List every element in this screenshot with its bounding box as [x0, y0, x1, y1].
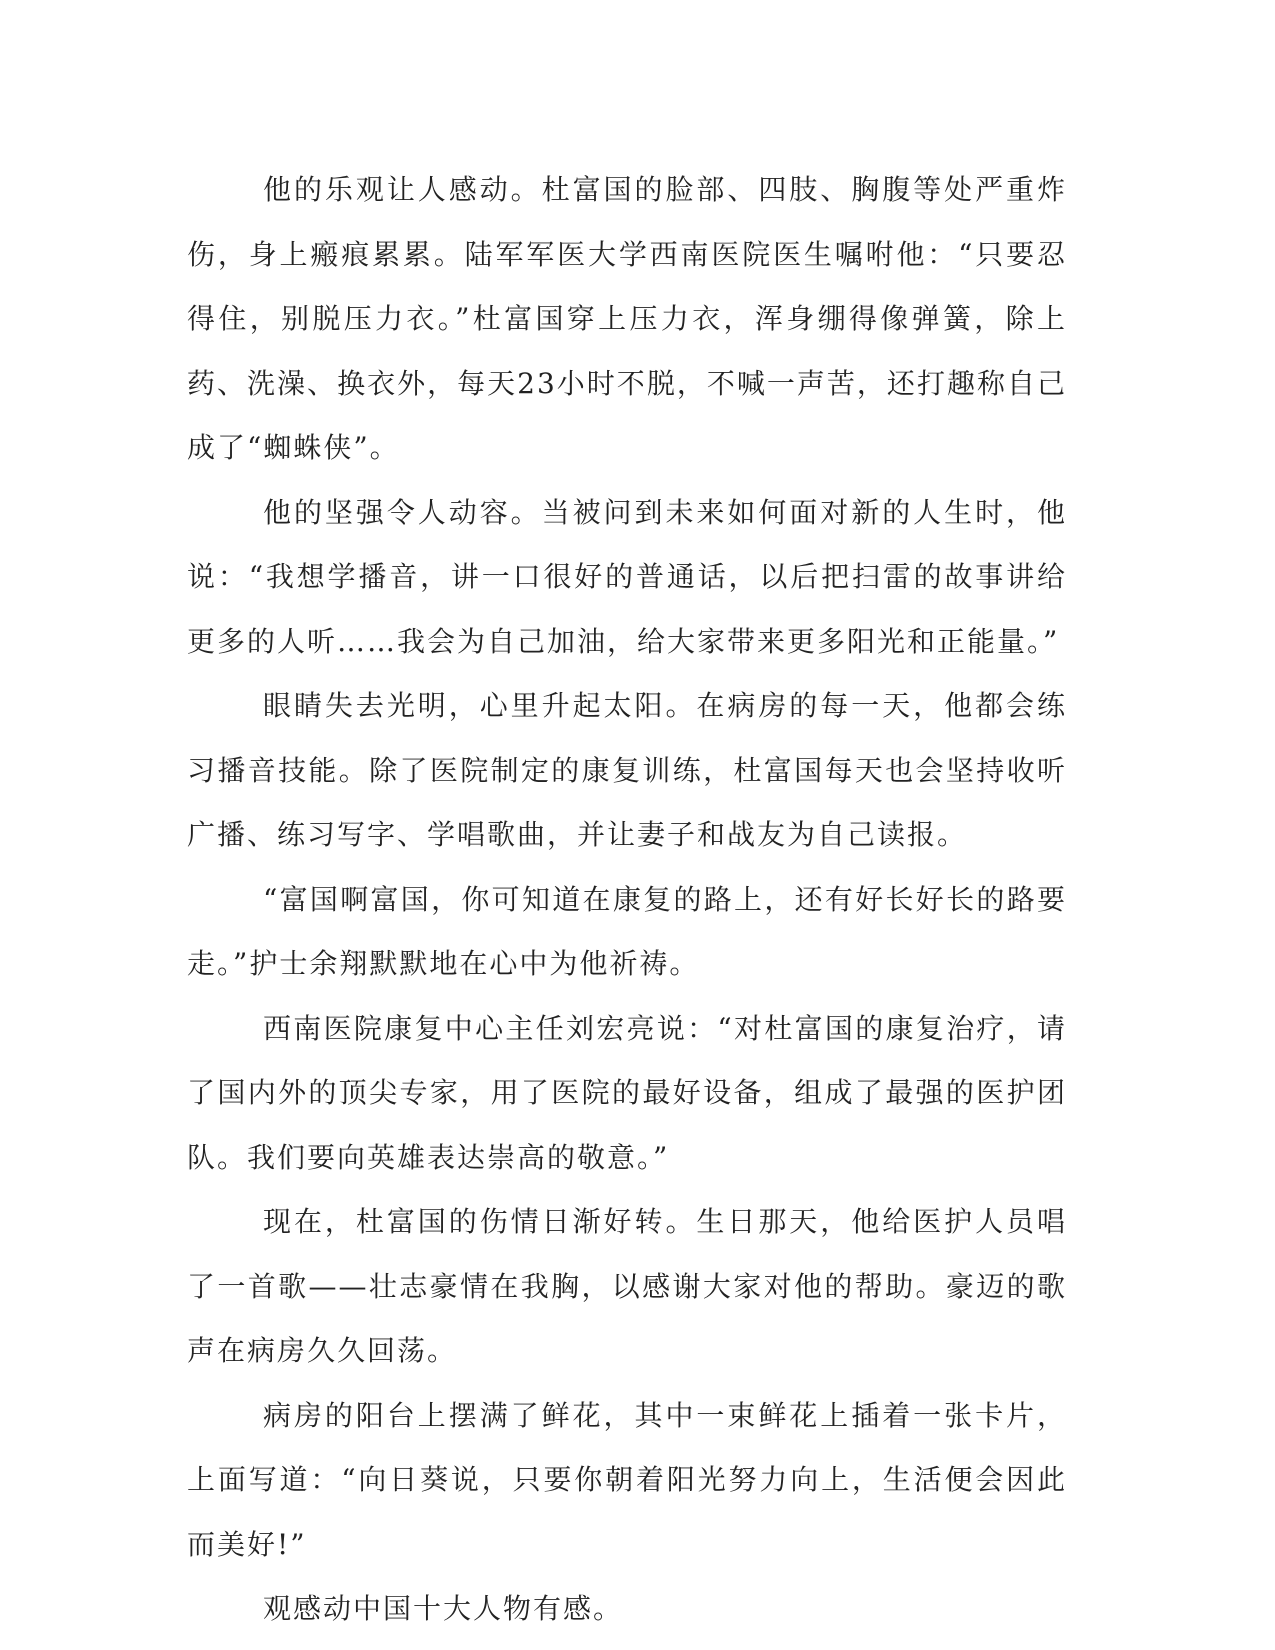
- paragraph-optimism: 他的乐观让人感动。杜富国的脸部、四肢、胸腹等处严重炸伤，身上瘢痕累累。陆军军医大学西南医院医生嘱咐他：“只要忍得住，别脱压力衣。”杜富国穿上压力衣，浑身绷得像弹簧，除上药、洗澡、换衣外，每天23小时不脱，不喊一声苦，还打趣称自己成了“蜘蛛侠”。: [187, 173, 1067, 464]
- paragraph-sunflower-card: 病房的阳台上摆满了鲜花，其中一束鲜花上插着一张卡片，上面写道：“向日葵说，只要你朝着阳光努力向上，生活便会因此而美好!”: [187, 1398, 1067, 1561]
- paragraph-sunlight: 眼睛失去光明，心里升起太阳。在病房的每一天，他都会练习播音技能。除了医院制定的康复训练，杜富国每天也会坚持收听广播、练习写字、学唱歌曲，并让妻子和战友为自己读报。: [187, 689, 1067, 851]
- article-body: [187, 158, 1067, 1642]
- paragraph-nurse-prayer: “富国啊富国，你可知道在康复的路上，还有好长好长的路要走。”护士余翔默默地在心中为他祈祷。: [187, 882, 1067, 980]
- paragraph-strength: 他的坚强令人动容。当被问到未来如何面对新的人生时，他说：“我想学播音，讲一口很好的普通话，以后把扫雷的故事讲给更多的人听……我会为自己加油，给大家带来更多阳光和正能量。”: [187, 495, 1067, 658]
- paragraph-director-quote: 西南医院康复中心主任刘宏亮说：“对杜富国的康复治疗，请了国内外的顶尖专家，用了医院的最好设备，组成了最强的医护团队。我们要向英雄表达崇高的敬意。”: [187, 1011, 1067, 1174]
- paragraph-birthday-song: 现在，杜富国的伤情日渐好转。生日那天，他给医护人员唱了一首歌——壮志豪情在我胸，以感谢大家对他的帮助。豪迈的歌声在病房久久回荡。: [187, 1205, 1067, 1367]
- paragraph-closing: 观感动中国十大人物有感。: [263, 1592, 624, 1625]
